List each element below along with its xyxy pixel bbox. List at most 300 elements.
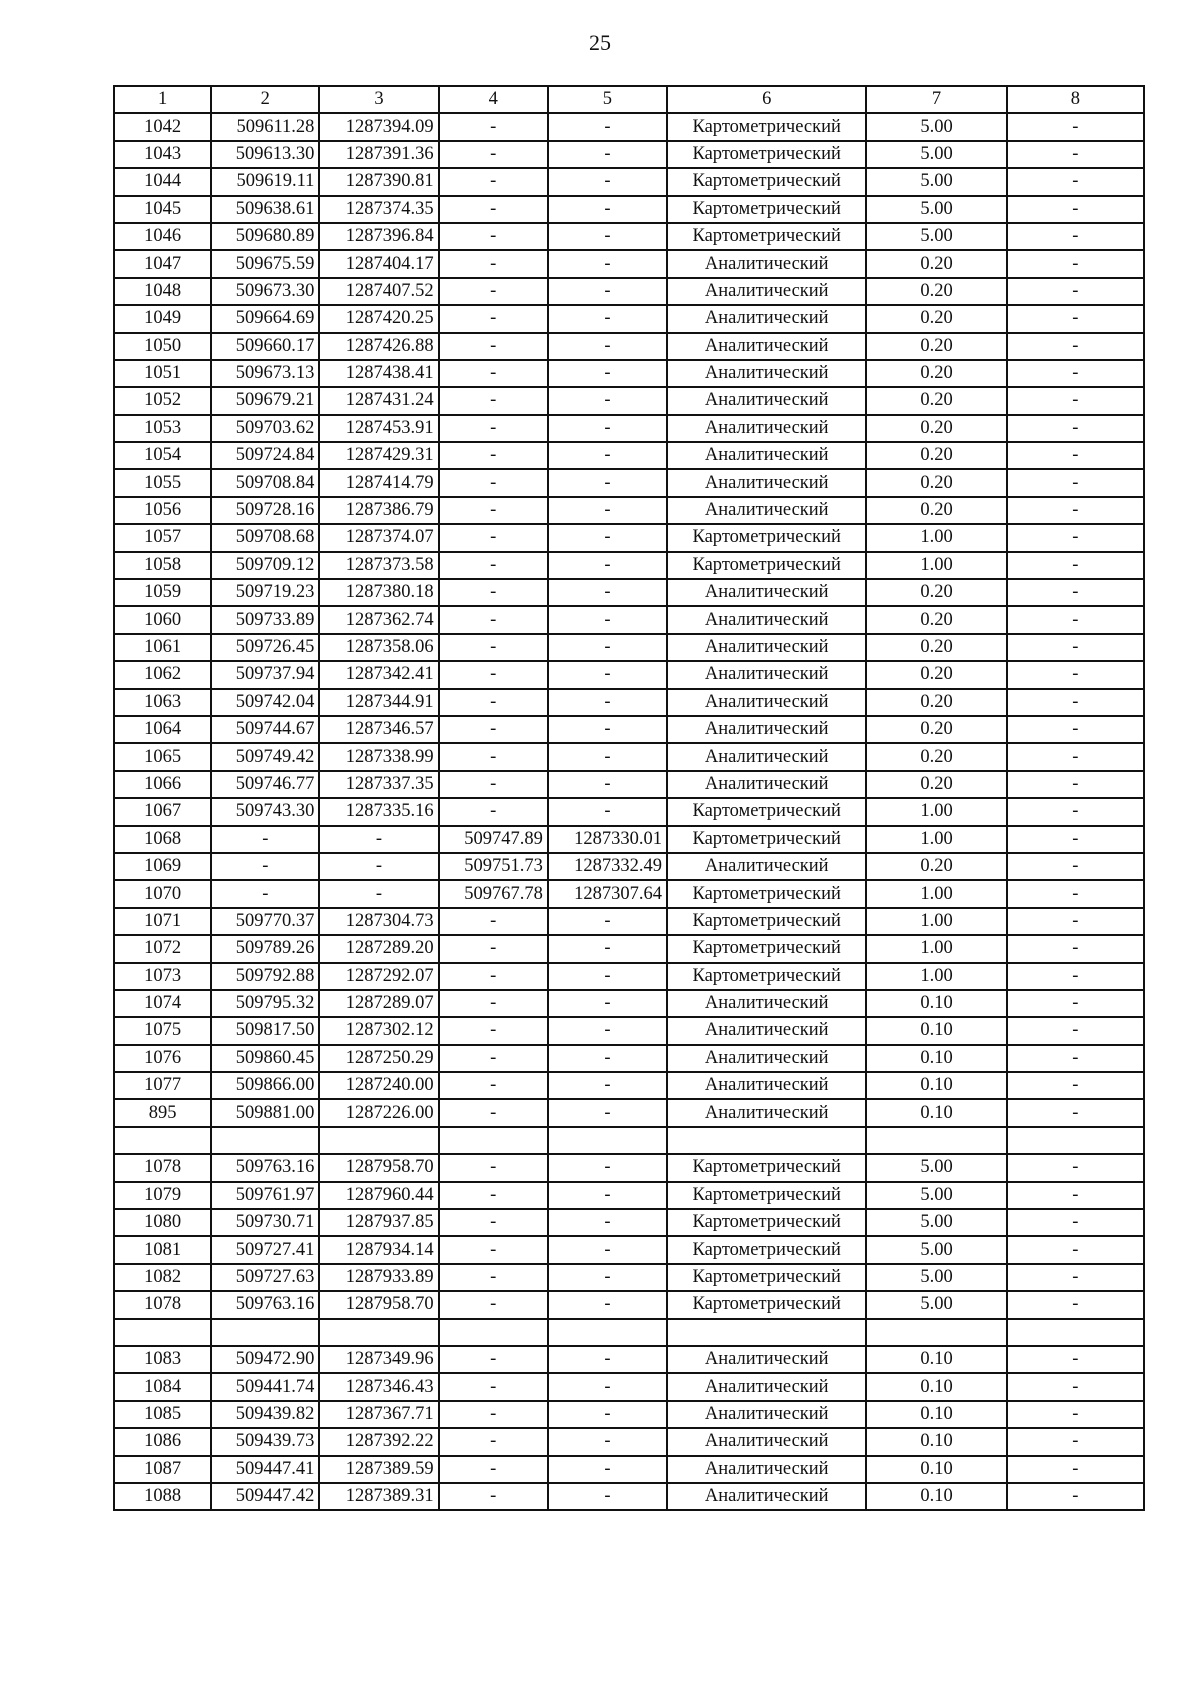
cell-col-4: - [439, 743, 548, 770]
table-body [114, 113, 1144, 1510]
cell-col-3: 1287420.25 [319, 305, 438, 332]
table-row [114, 497, 1144, 524]
cell-col-7: 0.10 [866, 1346, 1006, 1373]
cell-col-8: - [1007, 880, 1144, 907]
cell-col-8: - [1007, 1346, 1144, 1373]
cell-col-2: 509817.50 [211, 1017, 319, 1044]
cell-col-4: - [439, 579, 548, 606]
cell-col-6: Картометрический [667, 524, 866, 551]
cell-col-6: Картометрический [667, 826, 866, 853]
cell-col-6: Аналитический [667, 387, 866, 414]
cell-col-2: 509737.94 [211, 661, 319, 688]
cell-col-7: 5.00 [866, 1236, 1006, 1263]
table-row [114, 716, 1144, 743]
cell-col-8: - [1007, 1045, 1144, 1072]
cell-col-6: Аналитический [667, 497, 866, 524]
cell-col-8: - [1007, 798, 1144, 825]
cell-col-3: 1287391.36 [319, 141, 438, 168]
column-header-3: 3 [319, 86, 438, 113]
cell-col-7: 0.20 [866, 442, 1006, 469]
cell-col-2: 509795.32 [211, 990, 319, 1017]
cell-col-7: 1.00 [866, 963, 1006, 990]
cell-col-3: 1287394.09 [319, 113, 438, 140]
cell-col-6: Картометрический [667, 1291, 866, 1318]
cell-col-3: 1287414.79 [319, 469, 438, 496]
header-row [114, 86, 1144, 113]
cell-col-3: 1287226.00 [319, 1099, 438, 1126]
cell-col-7: 0.20 [866, 853, 1006, 880]
cell-col-2: 509749.42 [211, 743, 319, 770]
cell-col-7: 0.20 [866, 360, 1006, 387]
cell-col-6: Картометрический [667, 113, 866, 140]
cell-col-5: - [548, 908, 667, 935]
cell-col-1: 1057 [114, 524, 211, 551]
cell-col-3 [319, 1127, 438, 1154]
cell-col-4: - [439, 1264, 548, 1291]
cell-col-7: 0.20 [866, 579, 1006, 606]
table-row [114, 1072, 1144, 1099]
cell-col-1: 1065 [114, 743, 211, 770]
cell-col-1: 895 [114, 1099, 211, 1126]
cell-col-2: 509726.45 [211, 634, 319, 661]
cell-col-1: 1078 [114, 1291, 211, 1318]
cell-col-7: 5.00 [866, 1291, 1006, 1318]
cell-col-7: 0.10 [866, 1401, 1006, 1428]
cell-col-4: - [439, 1291, 548, 1318]
table-row [114, 853, 1144, 880]
cell-col-6: Аналитический [667, 771, 866, 798]
cell-col-3: 1287342.41 [319, 661, 438, 688]
cell-col-6: Картометрический [667, 1154, 866, 1181]
cell-col-5: - [548, 168, 667, 195]
cell-col-7: 1.00 [866, 908, 1006, 935]
cell-col-4: - [439, 333, 548, 360]
cell-col-7: 0.20 [866, 469, 1006, 496]
table-row [114, 442, 1144, 469]
cell-col-2: 509664.69 [211, 305, 319, 332]
cell-col-3: 1287960.44 [319, 1182, 438, 1209]
column-header-6: 6 [667, 86, 866, 113]
table-row [114, 1373, 1144, 1400]
cell-col-3: 1287374.35 [319, 196, 438, 223]
cell-col-8: - [1007, 250, 1144, 277]
cell-col-2: 509441.74 [211, 1373, 319, 1400]
cell-col-3: 1287292.07 [319, 963, 438, 990]
cell-col-1: 1080 [114, 1209, 211, 1236]
cell-col-3 [319, 1319, 438, 1346]
cell-col-1: 1070 [114, 880, 211, 907]
cell-col-3: - [319, 853, 438, 880]
cell-col-5: - [548, 1182, 667, 1209]
cell-col-5: - [548, 360, 667, 387]
cell-col-3: 1287933.89 [319, 1264, 438, 1291]
cell-col-6: Аналитический [667, 305, 866, 332]
cell-col-4: - [439, 935, 548, 962]
cell-col-5: 1287332.49 [548, 853, 667, 880]
cell-col-7: 0.10 [866, 1017, 1006, 1044]
cell-col-1: 1049 [114, 305, 211, 332]
cell-col-1: 1043 [114, 141, 211, 168]
cell-col-4: - [439, 278, 548, 305]
cell-col-6: Аналитический [667, 1428, 866, 1455]
cell-col-8: - [1007, 689, 1144, 716]
cell-col-5: - [548, 771, 667, 798]
cell-col-6: Картометрический [667, 1182, 866, 1209]
cell-col-3: - [319, 880, 438, 907]
cell-col-8: - [1007, 1209, 1144, 1236]
cell-col-7: 0.20 [866, 771, 1006, 798]
cell-col-4: - [439, 990, 548, 1017]
cell-col-6: Аналитический [667, 1072, 866, 1099]
cell-col-7: 0.20 [866, 634, 1006, 661]
cell-col-4: - [439, 963, 548, 990]
cell-col-4: - [439, 1456, 548, 1483]
cell-col-5: 1287330.01 [548, 826, 667, 853]
cell-col-3: 1287337.35 [319, 771, 438, 798]
cell-col-4: - [439, 1483, 548, 1510]
cell-col-4: - [439, 223, 548, 250]
cell-col-6: Аналитический [667, 1017, 866, 1044]
cell-col-6: Аналитический [667, 442, 866, 469]
table-row [114, 415, 1144, 442]
table-row [114, 223, 1144, 250]
cell-col-5: - [548, 990, 667, 1017]
coordinates-table [113, 85, 1145, 1511]
cell-col-5: - [548, 387, 667, 414]
separator-row [114, 1127, 1144, 1154]
cell-col-7: 0.20 [866, 278, 1006, 305]
cell-col-5: - [548, 196, 667, 223]
cell-col-1: 1047 [114, 250, 211, 277]
cell-col-7: 0.10 [866, 1483, 1006, 1510]
cell-col-2: 509860.45 [211, 1045, 319, 1072]
table-row [114, 168, 1144, 195]
cell-col-8: - [1007, 1373, 1144, 1400]
cell-col-7: 5.00 [866, 223, 1006, 250]
cell-col-4: - [439, 442, 548, 469]
cell-col-8: - [1007, 1236, 1144, 1263]
cell-col-3: 1287380.18 [319, 579, 438, 606]
cell-col-8: - [1007, 1483, 1144, 1510]
cell-col-2: 509727.41 [211, 1236, 319, 1263]
cell-col-8: - [1007, 743, 1144, 770]
cell-col-2: 509680.89 [211, 223, 319, 250]
cell-col-1: 1074 [114, 990, 211, 1017]
cell-col-2: - [211, 880, 319, 907]
cell-col-7: 5.00 [866, 1154, 1006, 1181]
cell-col-2: 509679.21 [211, 387, 319, 414]
cell-col-2: 509724.84 [211, 442, 319, 469]
cell-col-5: - [548, 1045, 667, 1072]
cell-col-7: 5.00 [866, 113, 1006, 140]
cell-col-3: 1287349.96 [319, 1346, 438, 1373]
cell-col-4: - [439, 415, 548, 442]
table-row [114, 113, 1144, 140]
cell-col-4: - [439, 524, 548, 551]
cell-col-1: 1056 [114, 497, 211, 524]
cell-col-2: 509728.16 [211, 497, 319, 524]
cell-col-6: Аналитический [667, 1373, 866, 1400]
cell-col-2: 509673.30 [211, 278, 319, 305]
cell-col-3: 1287250.29 [319, 1045, 438, 1072]
cell-col-4: - [439, 497, 548, 524]
cell-col-2 [211, 1127, 319, 1154]
cell-col-8: - [1007, 579, 1144, 606]
table-row [114, 1017, 1144, 1044]
cell-col-8: - [1007, 168, 1144, 195]
cell-col-2: 509763.16 [211, 1291, 319, 1318]
cell-col-7: 0.10 [866, 1045, 1006, 1072]
table-row [114, 333, 1144, 360]
cell-col-4: - [439, 1236, 548, 1263]
cell-col-6: Картометрический [667, 798, 866, 825]
cell-col-3: 1287374.07 [319, 524, 438, 551]
cell-col-2: 509727.63 [211, 1264, 319, 1291]
cell-col-4: - [439, 360, 548, 387]
cell-col-7 [866, 1319, 1006, 1346]
cell-col-5: - [548, 497, 667, 524]
cell-col-5: - [548, 113, 667, 140]
cell-col-1: 1075 [114, 1017, 211, 1044]
cell-col-1: 1081 [114, 1236, 211, 1263]
cell-col-4: - [439, 196, 548, 223]
cell-col-2: 509472.90 [211, 1346, 319, 1373]
cell-col-4: - [439, 113, 548, 140]
cell-col-1: 1061 [114, 634, 211, 661]
cell-col-4: - [439, 716, 548, 743]
cell-col-3: - [319, 826, 438, 853]
cell-col-5: - [548, 606, 667, 633]
cell-col-1: 1055 [114, 469, 211, 496]
cell-col-5: - [548, 278, 667, 305]
cell-col-7: 5.00 [866, 168, 1006, 195]
cell-col-8: - [1007, 908, 1144, 935]
cell-col-5: - [548, 250, 667, 277]
cell-col-3: 1287289.20 [319, 935, 438, 962]
cell-col-4: - [439, 1045, 548, 1072]
table-row [114, 826, 1144, 853]
separator-row [114, 1319, 1144, 1346]
cell-col-2: - [211, 826, 319, 853]
table-row [114, 1401, 1144, 1428]
cell-col-1: 1082 [114, 1264, 211, 1291]
cell-col-6: Аналитический [667, 333, 866, 360]
table-row [114, 552, 1144, 579]
column-header-2: 2 [211, 86, 319, 113]
cell-col-7: 5.00 [866, 1182, 1006, 1209]
cell-col-3: 1287358.06 [319, 634, 438, 661]
cell-col-6: Картометрический [667, 196, 866, 223]
cell-col-4: - [439, 1182, 548, 1209]
cell-col-8: - [1007, 442, 1144, 469]
cell-col-3: 1287302.12 [319, 1017, 438, 1044]
table-row [114, 1346, 1144, 1373]
cell-col-5: - [548, 469, 667, 496]
cell-col-5: - [548, 1401, 667, 1428]
cell-col-5: - [548, 743, 667, 770]
cell-col-3: 1287958.70 [319, 1154, 438, 1181]
cell-col-3: 1287426.88 [319, 333, 438, 360]
table-row [114, 689, 1144, 716]
cell-col-2: 509708.84 [211, 469, 319, 496]
cell-col-6: Картометрический [667, 908, 866, 935]
cell-col-3: 1287937.85 [319, 1209, 438, 1236]
cell-col-2: 509447.41 [211, 1456, 319, 1483]
cell-col-7: 1.00 [866, 880, 1006, 907]
cell-col-1: 1084 [114, 1373, 211, 1400]
cell-col-7: 1.00 [866, 524, 1006, 551]
cell-col-2: 509675.59 [211, 250, 319, 277]
cell-col-7: 0.20 [866, 743, 1006, 770]
cell-col-4 [439, 1319, 548, 1346]
cell-col-3: 1287304.73 [319, 908, 438, 935]
cell-col-8: - [1007, 1017, 1144, 1044]
table-row [114, 990, 1144, 1017]
cell-col-7: 0.20 [866, 250, 1006, 277]
cell-col-2: 509703.62 [211, 415, 319, 442]
cell-col-8: - [1007, 360, 1144, 387]
cell-col-3: 1287934.14 [319, 1236, 438, 1263]
cell-col-4: - [439, 387, 548, 414]
table-row [114, 524, 1144, 551]
cell-col-7: 0.10 [866, 990, 1006, 1017]
table-row [114, 661, 1144, 688]
cell-col-4: - [439, 661, 548, 688]
cell-col-4: - [439, 606, 548, 633]
cell-col-6: Аналитический [667, 1045, 866, 1072]
cell-col-2 [211, 1319, 319, 1346]
cell-col-1: 1044 [114, 168, 211, 195]
cell-col-8: - [1007, 771, 1144, 798]
cell-col-6: Аналитический [667, 853, 866, 880]
cell-col-3: 1287362.74 [319, 606, 438, 633]
cell-col-3: 1287389.31 [319, 1483, 438, 1510]
cell-col-1: 1051 [114, 360, 211, 387]
cell-col-3: 1287240.00 [319, 1072, 438, 1099]
cell-col-5: - [548, 716, 667, 743]
cell-col-4: - [439, 1373, 548, 1400]
cell-col-3: 1287386.79 [319, 497, 438, 524]
cell-col-3: 1287346.43 [319, 1373, 438, 1400]
cell-col-7: 1.00 [866, 935, 1006, 962]
cell-col-4: - [439, 908, 548, 935]
cell-col-5: - [548, 1017, 667, 1044]
cell-col-1: 1066 [114, 771, 211, 798]
cell-col-6 [667, 1127, 866, 1154]
cell-col-1: 1079 [114, 1182, 211, 1209]
cell-col-3: 1287429.31 [319, 442, 438, 469]
cell-col-5: - [548, 661, 667, 688]
cell-col-5: 1287307.64 [548, 880, 667, 907]
cell-col-7 [866, 1127, 1006, 1154]
cell-col-5: - [548, 1346, 667, 1373]
table-row [114, 880, 1144, 907]
cell-col-4: - [439, 1209, 548, 1236]
cell-col-1: 1087 [114, 1456, 211, 1483]
cell-col-7: 5.00 [866, 1264, 1006, 1291]
cell-col-6: Картометрический [667, 963, 866, 990]
cell-col-4: - [439, 1099, 548, 1126]
cell-col-5: - [548, 689, 667, 716]
cell-col-4 [439, 1127, 548, 1154]
cell-col-8: - [1007, 1428, 1144, 1455]
cell-col-8: - [1007, 935, 1144, 962]
cell-col-5 [548, 1319, 667, 1346]
table-row [114, 1154, 1144, 1181]
cell-col-6: Картометрический [667, 880, 866, 907]
cell-col-8: - [1007, 963, 1144, 990]
cell-col-8: - [1007, 826, 1144, 853]
cell-col-8: - [1007, 387, 1144, 414]
cell-col-5: - [548, 415, 667, 442]
cell-col-7: 1.00 [866, 798, 1006, 825]
table-row [114, 579, 1144, 606]
cell-col-1: 1060 [114, 606, 211, 633]
table-row [114, 634, 1144, 661]
cell-col-2: 509709.12 [211, 552, 319, 579]
cell-col-3: 1287438.41 [319, 360, 438, 387]
cell-col-4: - [439, 250, 548, 277]
cell-col-4: - [439, 141, 548, 168]
cell-col-2: 509439.73 [211, 1428, 319, 1455]
cell-col-6: Картометрический [667, 141, 866, 168]
cell-col-5: - [548, 1428, 667, 1455]
cell-col-2: 509730.71 [211, 1209, 319, 1236]
cell-col-1: 1088 [114, 1483, 211, 1510]
cell-col-6: Картометрический [667, 168, 866, 195]
cell-col-1: 1054 [114, 442, 211, 469]
cell-col-8: - [1007, 469, 1144, 496]
cell-col-4: 509747.89 [439, 826, 548, 853]
cell-col-8: - [1007, 716, 1144, 743]
cell-col-8: - [1007, 333, 1144, 360]
cell-col-8: - [1007, 853, 1144, 880]
cell-col-8: - [1007, 552, 1144, 579]
cell-col-3: 1287390.81 [319, 168, 438, 195]
cell-col-1: 1072 [114, 935, 211, 962]
cell-col-1: 1078 [114, 1154, 211, 1181]
cell-col-7: 5.00 [866, 1209, 1006, 1236]
table-row [114, 1264, 1144, 1291]
table-row [114, 278, 1144, 305]
cell-col-7: 0.20 [866, 716, 1006, 743]
cell-col-5: - [548, 1209, 667, 1236]
cell-col-5: - [548, 442, 667, 469]
cell-col-4: - [439, 469, 548, 496]
cell-col-3: 1287289.07 [319, 990, 438, 1017]
cell-col-5: - [548, 223, 667, 250]
cell-col-8: - [1007, 196, 1144, 223]
cell-col-8: - [1007, 634, 1144, 661]
table-row [114, 360, 1144, 387]
cell-col-7: 0.10 [866, 1456, 1006, 1483]
cell-col-2: 509763.16 [211, 1154, 319, 1181]
cell-col-5: - [548, 1236, 667, 1263]
cell-col-1: 1069 [114, 853, 211, 880]
cell-col-5: - [548, 552, 667, 579]
cell-col-4: - [439, 168, 548, 195]
cell-col-6: Аналитический [667, 716, 866, 743]
table-row [114, 469, 1144, 496]
cell-col-3: 1287404.17 [319, 250, 438, 277]
cell-col-7: 5.00 [866, 196, 1006, 223]
cell-col-2: 509761.97 [211, 1182, 319, 1209]
cell-col-4: 509767.78 [439, 880, 548, 907]
cell-col-6: Картометрический [667, 1236, 866, 1263]
cell-col-3: 1287344.91 [319, 689, 438, 716]
cell-col-6: Аналитический [667, 250, 866, 277]
cell-col-8: - [1007, 497, 1144, 524]
